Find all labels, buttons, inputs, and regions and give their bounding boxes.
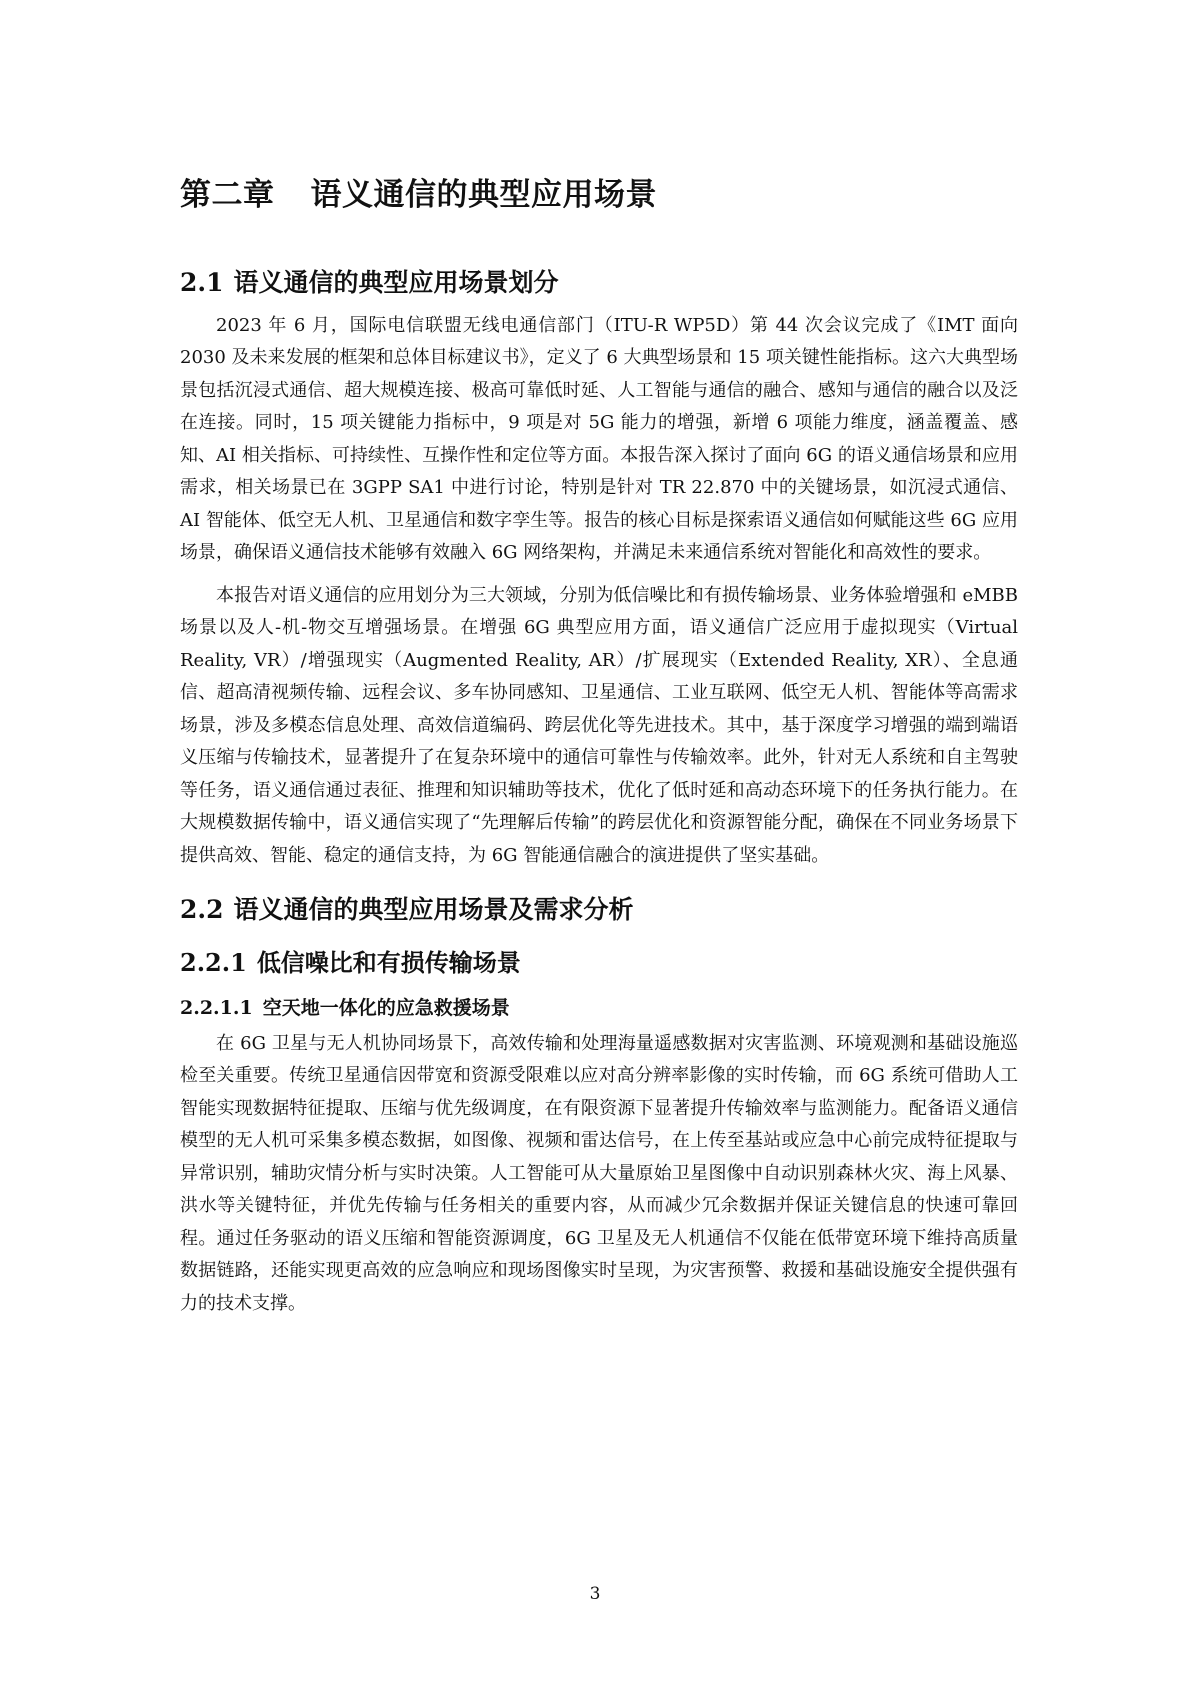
section-number: 2.2.1 bbox=[180, 947, 247, 977]
section-title: 低信噪比和有损传输场景 bbox=[256, 948, 521, 977]
chapter-title: 语义通信的典型应用场景 bbox=[310, 177, 657, 213]
section-title: 空天地一体化的应急救援场景 bbox=[262, 996, 510, 1019]
section-number: 2.1 bbox=[180, 268, 224, 298]
section-2-1-heading bbox=[180, 267, 1018, 300]
chapter-heading bbox=[180, 175, 1018, 215]
paragraph-2-1-b: 本报告对语义通信的应用划分为三大领域，分别为低信噪比和有损传输场景、业务体验增强和 eMBB 场景以及人-机-物交互增强场景。在增强 6G 典型应用方面，语义通信广泛应用于虚拟现实（Virtual Reality, VR）/增强现实（Augmented Reality, AR）/扩展现实（Extended Reality, XR）、全息通信、超高清视频传输、远程会议、多车协同感知、卫星通信、工业互联网、低空无人机、智能体等高需求场景，涉及多模态信息处理、高效信道编码、跨层优化等先进技术。其中，基于深度学习增强的端到端语义压缩与传输技术，显著提升了在复杂环境中的通信可靠性与传输效率。此外，针对无人系统和自主驾驶等任务，语义通信通过表征、推理和知识辅助等技术，优化了低时延和高动态环境下的任务执行能力。在大规模数据传输中，语义通信实现了“先理解后传输”的跨层优化和资源智能分配，确保在不同业务场景下提供高效、智能、稳定的通信支持，为 6G 智能通信融合的演进提供了坚实基础。 bbox=[180, 584, 1018, 866]
section-number: 2.2.1.1 bbox=[180, 996, 253, 1019]
section-2-2-1-heading bbox=[180, 947, 1018, 979]
section-2-2-heading bbox=[180, 894, 1018, 927]
page-content bbox=[180, 175, 1018, 1330]
paragraph-2-1-a: 2023 年 6 月，国际电信联盟无线电通信部门（ITU-R WP5D）第 44 次会议完成了《IMT 面向 2030 及未来发展的框架和总体目标建议书》，定义了 6 大典型场景和 15 项关键性能指标。这六大典型场景包括沉浸式通信、超大规模连接、极高可靠低时延、人工智能与通信的融合、感知与通信的融合以及泛在连接。同时，15 项关键能力指标中，9 项是对 5G 能力的增强，新增 6 项能力维度，涵盖覆盖、感知、AI 相关指标、可持续性、互操作性和定位等方面。本报告深入探讨了面向 6G 的语义通信场景和应用需求，相关场景已在 3GPP SA1 中进行讨论，特别是针对 TR 22.870 中的关键场景，如沉浸式通信、AI 智能体、低空无人机、卫星通信和数字孪生等。报告的核心目标是探索语义通信如何赋能这些 6G 应用场景，确保语义通信技术能够有效融入 6G 网络架构，并满足未来通信系统对智能化和高效性的要求。 bbox=[180, 314, 1018, 564]
paragraph-2-2-1-1: 在 6G 卫星与无人机协同场景下，高效传输和处理海量遥感数据对灾害监测、环境观测和基础设施巡检至关重要。传统卫星通信因带宽和资源受限难以应对高分辨率影像的实时传输，而 6G 系统可借助人工智能实现数据特征提取、压缩与优先级调度，在有限资源下显著提升传输效率与监测能力。配备语义通信模型的无人机可采集多模态数据，如图像、视频和雷达信号，在上传至基站或应急中心前完成特征提取与异常识别，辅助灾情分析与实时决策。人工智能可从大量原始卫星图像中自动识别森林火灾、海上风暴、洪水等关键特征，并优先传输与任务相关的重要内容，从而减少冗余数据并保证关键信息的快速可靠回程。通过任务驱动的语义压缩和智能资源调度，6G 卫星及无人机通信不仅能在低带宽环境下维持高质量数据链路，还能实现更高效的应急响应和现场图像实时呈现，为灾害预警、救援和基础设施安全提供强有力的技术支撑。 bbox=[180, 1032, 1018, 1314]
section-2-2-1-1-heading bbox=[180, 995, 1018, 1022]
section-title: 语义通信的典型应用场景划分 bbox=[233, 268, 559, 298]
section-title: 语义通信的典型应用场景及需求分析 bbox=[233, 895, 634, 925]
page-number: 3 bbox=[589, 1584, 601, 1604]
chapter-number: 第二章 bbox=[180, 177, 275, 213]
section-number: 2.2 bbox=[180, 895, 224, 925]
